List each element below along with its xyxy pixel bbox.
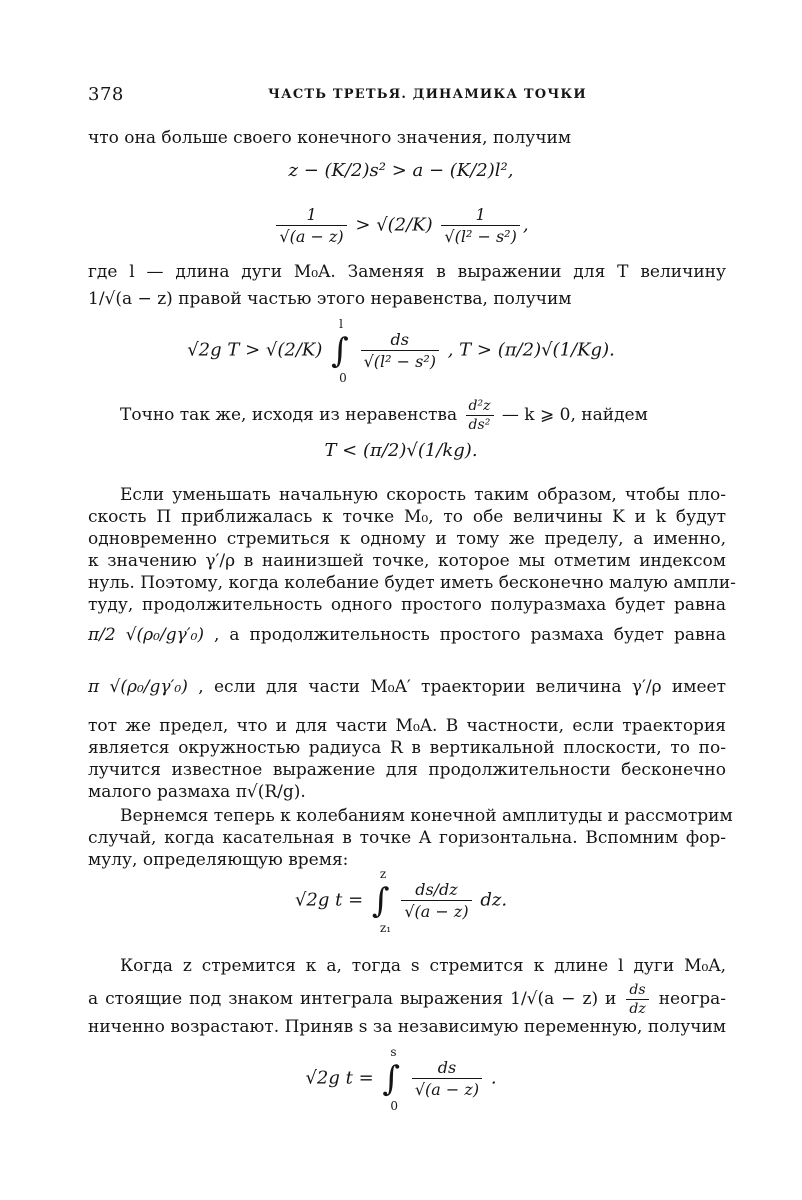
denominator: √(a − z) bbox=[414, 1080, 480, 1099]
text-line: ниченно возрастают. Приняв s за независимую переменную, получим bbox=[88, 1017, 726, 1037]
lhs: √2g t = bbox=[305, 1067, 374, 1089]
numerator: ds bbox=[626, 982, 648, 1000]
denominator: √(l² − s²) bbox=[444, 227, 517, 246]
text-line-with-formula bbox=[88, 625, 726, 645]
upper-limit: l bbox=[339, 316, 343, 331]
lower-limit: 0 bbox=[339, 370, 347, 385]
running-title: ЧАСТЬ ТРЕТЬЯ. ДИНАМИКА ТОЧКИ bbox=[268, 87, 587, 102]
text-line: нуль. Поэтому, когда колебание будет иметь бесконечно малую ампли- bbox=[88, 573, 736, 593]
equation-3 bbox=[0, 316, 802, 385]
integral-sign: ∫ s 0 bbox=[382, 1044, 401, 1113]
numerator: ds bbox=[412, 1058, 482, 1079]
text-line-with-formula bbox=[88, 677, 726, 697]
lhs: √2g t = bbox=[294, 889, 364, 911]
numerator: ds bbox=[361, 330, 439, 351]
equation-10 bbox=[0, 1044, 802, 1113]
text-line: скость П приближалась к точке M₀, то обе величины K и k будут bbox=[88, 507, 726, 527]
text-line: одновременно стремиться к одному и тому же пределу, а именно, bbox=[88, 529, 726, 549]
upper-limit: s bbox=[390, 1044, 397, 1059]
lhs: √2g T > √(2/K) bbox=[187, 339, 323, 361]
text: неогра- bbox=[658, 989, 726, 1009]
text-line-with-formula bbox=[88, 982, 726, 1017]
fraction bbox=[466, 398, 494, 433]
text: , а продолжительность простого размаха будет равна bbox=[214, 625, 726, 645]
text-line: 1/√(a − z) правой частью этого неравенства, получим bbox=[88, 289, 572, 309]
text-line: является окружностью радиуса R в вертикальной плоскости, то по- bbox=[88, 738, 726, 758]
fraction bbox=[276, 205, 346, 246]
equation-1: z − (K/2)s² > a − (K/2)l², bbox=[288, 160, 514, 181]
denominator: √(l² − s²) bbox=[363, 352, 436, 371]
fraction bbox=[412, 1058, 482, 1099]
text: , если для части M₀A′ траектории величина γ′/ρ имеет bbox=[198, 677, 726, 697]
page-header bbox=[88, 84, 726, 108]
formula: π/2 √(ρ₀/gγ′₀) bbox=[88, 625, 205, 645]
numerator: d²z bbox=[466, 398, 494, 416]
fraction bbox=[441, 205, 519, 246]
rhs: , T > (π/2)√(1/Kg). bbox=[447, 339, 615, 361]
integral-sign: ∫ l 0 bbox=[331, 316, 349, 385]
denominator: dz bbox=[629, 1001, 646, 1017]
text-line: Вернемся теперь к колебаниям конечной амплитуды и рассмотрим bbox=[120, 806, 733, 826]
text-line: Если уменьшать начальную скорость таким образом, чтобы пло- bbox=[120, 485, 726, 505]
numerator: 1 bbox=[441, 205, 519, 226]
denominator: √(a − z) bbox=[404, 902, 469, 921]
upper-limit: z bbox=[379, 866, 387, 881]
numerator: 1 bbox=[276, 205, 346, 226]
lower-limit: 0 bbox=[390, 1098, 399, 1113]
equation-2: $\frac{1}{√(a - z)}$ > √(2/K) $\frac{1}{\text{√(l² − s²)}}$ , bbox=[0, 205, 802, 246]
numerator: ds/dz bbox=[401, 880, 471, 901]
text-line: Когда z стремится к a, тогда s стремится к длине l дуги M₀A, bbox=[120, 956, 726, 976]
page-number: 378 bbox=[88, 84, 124, 105]
text-line: случай, когда касательная в точке A горизонтальна. Вспомним фор- bbox=[88, 828, 726, 848]
text-line: малого размаха π√(R/g). bbox=[88, 782, 306, 802]
text-line: туду, продолжительность одного простого полуразмаха будет равна bbox=[88, 595, 726, 615]
text-line: где l — длина дуги M₀A. Заменяя в выражении для T величину bbox=[88, 262, 726, 282]
text-line: лучится известное выражение для продолжительности бесконечно bbox=[88, 760, 726, 780]
text: а стоящие под знаком интеграла выражения 1/√(a − z) и bbox=[88, 989, 617, 1009]
text-line-with-formula bbox=[120, 398, 726, 433]
text: — k ⩾ 0, найдем bbox=[501, 405, 648, 425]
integral-sign: ∫ z z₁ bbox=[371, 866, 392, 935]
text-line: к значению γ′/ρ в наинизшей точке, которое мы отметим индексом bbox=[88, 551, 726, 571]
text-line: мулу, определяющую время: bbox=[88, 850, 349, 870]
text-line: что она больше своего конечного значения, получим bbox=[88, 128, 572, 148]
fraction bbox=[401, 880, 471, 921]
fraction bbox=[361, 330, 439, 371]
formula: π √(ρ₀/gγ′₀) bbox=[88, 677, 188, 697]
denominator: ds² bbox=[468, 417, 491, 433]
tail: . bbox=[490, 1067, 497, 1089]
equation-5: T < (π/2)√(1/kg). bbox=[324, 440, 478, 461]
tail: dz. bbox=[480, 889, 508, 911]
denominator: √(a − z) bbox=[279, 227, 344, 246]
text: Точно так же, исходя из неравенства bbox=[120, 405, 458, 425]
fraction bbox=[626, 982, 648, 1017]
inequality: > √(2/K) bbox=[355, 214, 433, 236]
equation-8 bbox=[0, 866, 802, 935]
text-line: тот же предел, что и для части M₀A. В частности, если траектория bbox=[88, 716, 726, 736]
lower-limit: z₁ bbox=[379, 920, 392, 935]
